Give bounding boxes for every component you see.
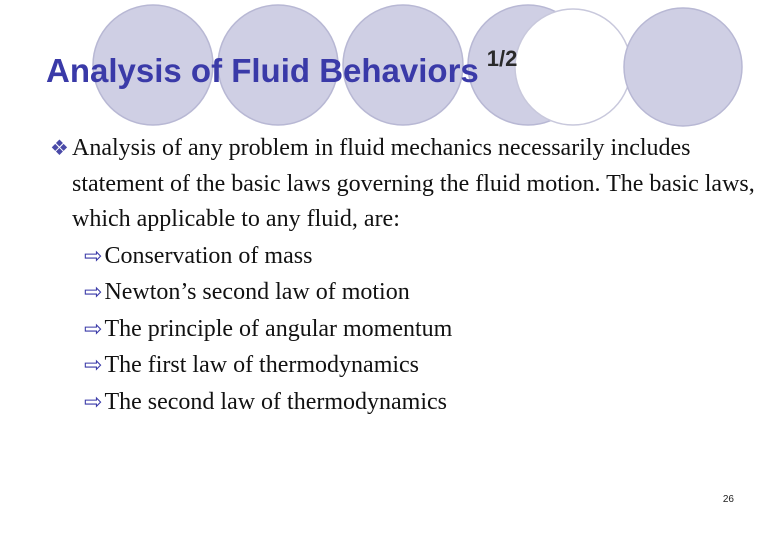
law-text: The second law of thermodynamics [104,388,447,415]
header-circle-outline [515,9,631,125]
outline-arrow-right-icon: ⇨ [84,352,103,377]
slide-body [46,131,766,420]
slide-title [46,46,518,90]
slide-title-text: Analysis of Fluid Behaviors [46,52,479,89]
list-item [46,274,766,311]
header-circle [624,8,742,126]
outline-arrow-right-icon: ⇨ [84,315,103,341]
main-bullet-paragraph [46,131,766,238]
outline-arrow-right-icon: ⇨ [84,388,103,414]
list-item [46,384,766,421]
diamond-bullet-icon: ❖ [50,136,69,160]
intro-text: Analysis of any problem in fluid mechanics necessarily includes statement of the basic laws governing the fluid motion. The basic laws, which applicable to any fluid, are: [72,135,755,232]
list-item [46,238,766,275]
outline-arrow-right-icon: ⇨ [84,279,103,304]
page-number: 26 [722,494,734,505]
law-text: Conservation of mass [104,242,313,269]
law-text: The first law of thermodynamics [104,352,420,378]
list-item [46,347,766,384]
slide-title-superscript: 1/2 [486,46,518,71]
list-item [46,311,766,348]
outline-arrow-right-icon: ⇨ [84,242,103,268]
law-text: Newton’s second law of motion [104,279,410,305]
law-text: The principle of angular momentum [104,315,453,342]
